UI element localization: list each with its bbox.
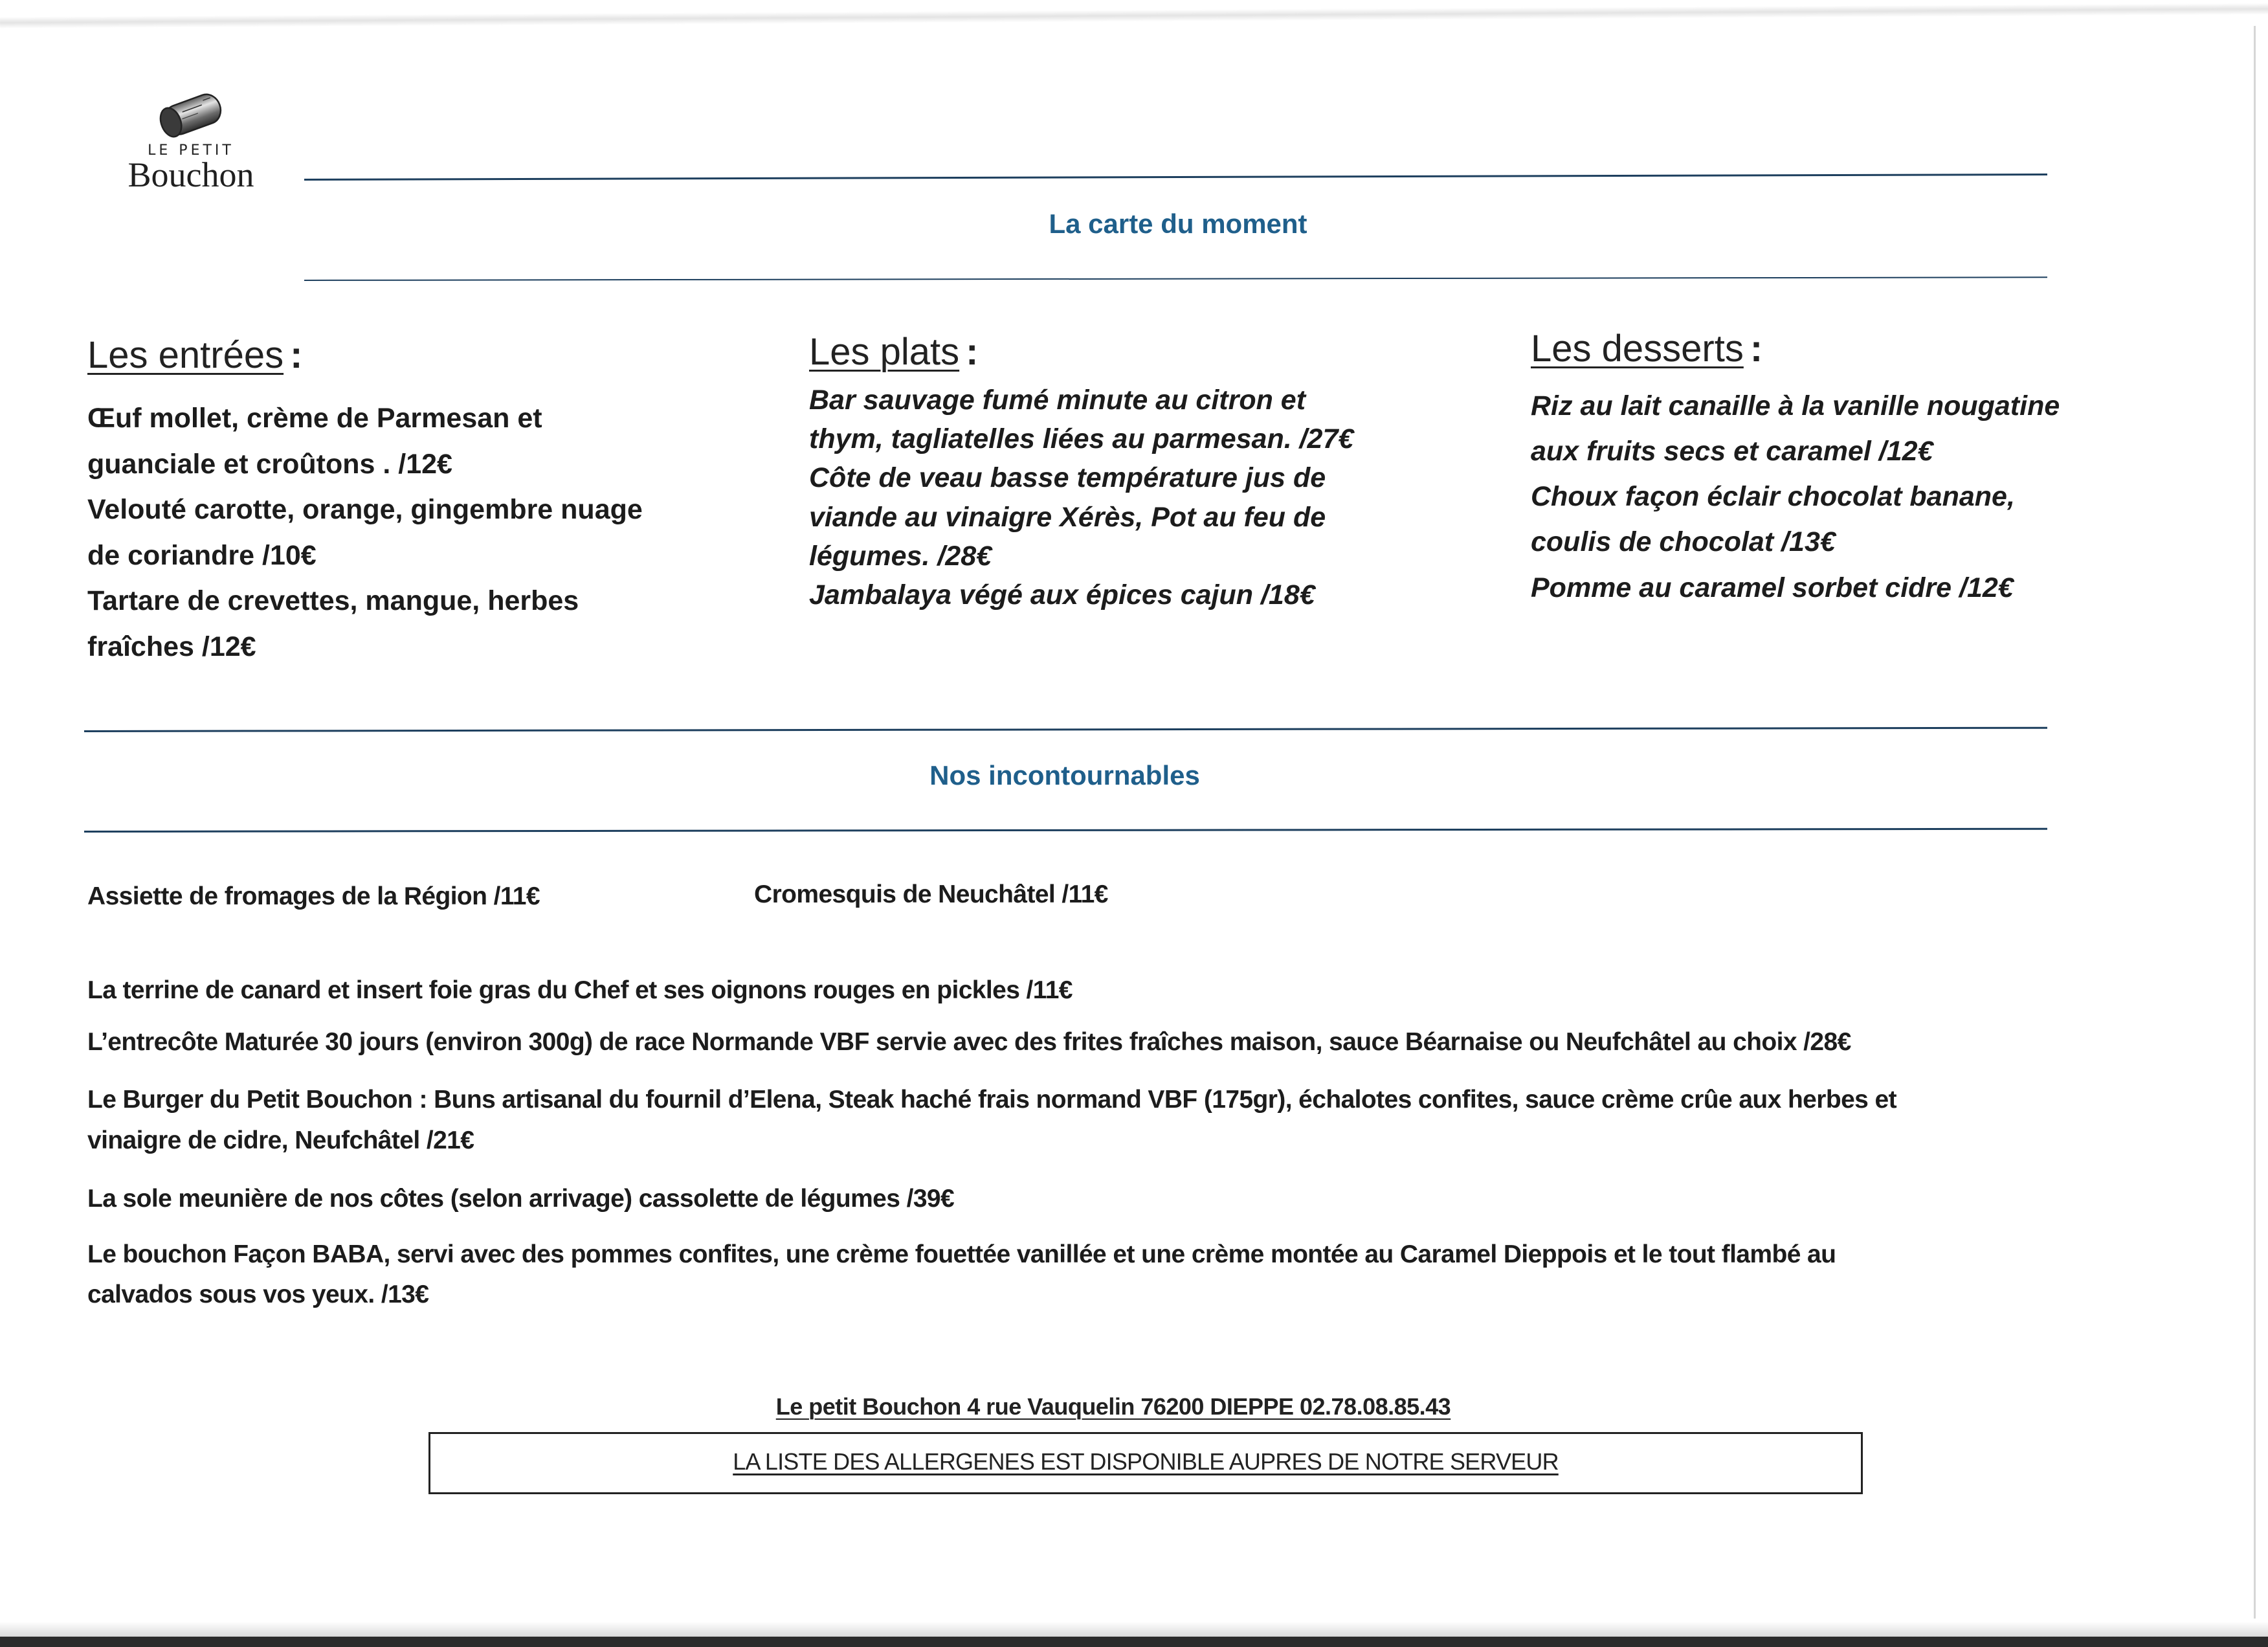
scanner-edge-bottom [0,1637,2268,1647]
menu-item-line: viande au vinaigre Xérès, Pot au feu de [809,502,1326,533]
heading-colon: : [1750,328,1763,370]
menu-item-line: légumes. /28€ [809,541,992,572]
menu-item-line: Œuf mollet, crème de Parmesan et [87,403,542,434]
menu-item-line: guanciale et croûtons . /12€ [87,449,452,480]
heading-desserts [1531,327,1762,370]
menu-item-line: fraîches /12€ [87,631,256,662]
heading-colon: : [966,331,979,373]
signature-item: La sole meunière de nos côtes (selon arrivage) cassolette de légumes /39€ [87,1185,955,1213]
menu-item-line: Jambalaya végé aux épices cajun /18€ [809,579,1315,611]
heading-plats [809,330,978,374]
heading-colon: : [290,334,303,376]
logo-small-text: LE PETIT [148,142,234,159]
signature-item-continuation: calvados sous vos yeux. /13€ [87,1281,429,1308]
heading-entrees-label: Les entrées [87,334,284,376]
heading-entrees [87,333,302,377]
allergen-notice-box [428,1432,1863,1494]
allergen-notice: LA LISTE DES ALLERGENES EST DISPONIBLE AUPRES DE NOTRE SERVEUR [733,1448,1559,1475]
heading-desserts-label: Les desserts [1531,328,1744,370]
restaurant-address: Le petit Bouchon 4 rue Vauquelin 76200 DIEPPE 02.78.08.85.43 [775,1393,1451,1420]
heading-plats-label: Les plats [809,331,960,373]
section-title-incontournables: Nos incontournables [929,760,1200,790]
divider-rule [84,828,2047,833]
signature-item-continuation: vinaigre de cidre, Neufchâtel /21€ [87,1126,474,1154]
logo [110,78,272,201]
menu-item-line: Velouté carotte, orange, gingembre nuage [87,494,643,525]
cork-icon [150,85,234,144]
signature-item: L’entrecôte Maturée 30 jours (environ 300g) de race Normande VBF servie avec des frites fraîches maison, sauce Béarnaise ou Neufchâtel au choix /28€ [87,1028,1851,1056]
divider-rule [304,174,2047,181]
menu-item-line: Tartare de crevettes, mangue, herbes [87,585,579,616]
menu-item-line: Pomme au caramel sorbet cidre /12€ [1531,572,2014,603]
menu-item-line: de coriandre /10€ [87,540,317,571]
menu-item-line: Côte de veau basse température jus de [809,462,1326,493]
menu-item-line: aux fruits secs et caramel /12€ [1531,436,1933,467]
menu-item-line: Choux façon éclair chocolat banane, [1531,481,2015,512]
scan-shadow-bottom [0,1622,2268,1637]
menu-item-line: Riz au lait canaille à la vanille nougatine [1531,390,2060,421]
scan-shadow-top [0,3,2268,28]
signature-item: Le bouchon Façon BABA, servi avec des pommes confites, une crème fouettée vanillée et une crème montée au Caramel Dieppois et le tout flambé au [87,1240,1836,1268]
divider-rule [84,727,2047,732]
section-title-carte: La carte du moment [1049,208,1307,239]
signature-item: Assiette de fromages de la Région /11€ [87,882,540,910]
signature-item: Cromesquis de Neuchâtel /11€ [754,880,1108,908]
menu-item-line: thym, tagliatelles liées au parmesan. /27€ [809,423,1354,454]
logo-brand-name: Bouchon [128,155,254,194]
signature-item: La terrine de canard et insert foie gras du Chef et ses oignons rouges en pickles /11€ [87,976,1073,1004]
menu-item-line: Bar sauvage fumé minute au citron et [809,385,1306,416]
paper-edge-right [2254,26,2256,1619]
signature-item: Le Burger du Petit Bouchon : Buns artisanal du fournil d’Elena, Steak haché frais normand VBF (175gr), échalotes confites, sauce crème crûe aux herbes et [87,1086,1896,1114]
divider-rule [304,276,2047,281]
menu-item-line: coulis de chocolat /13€ [1531,526,1836,557]
